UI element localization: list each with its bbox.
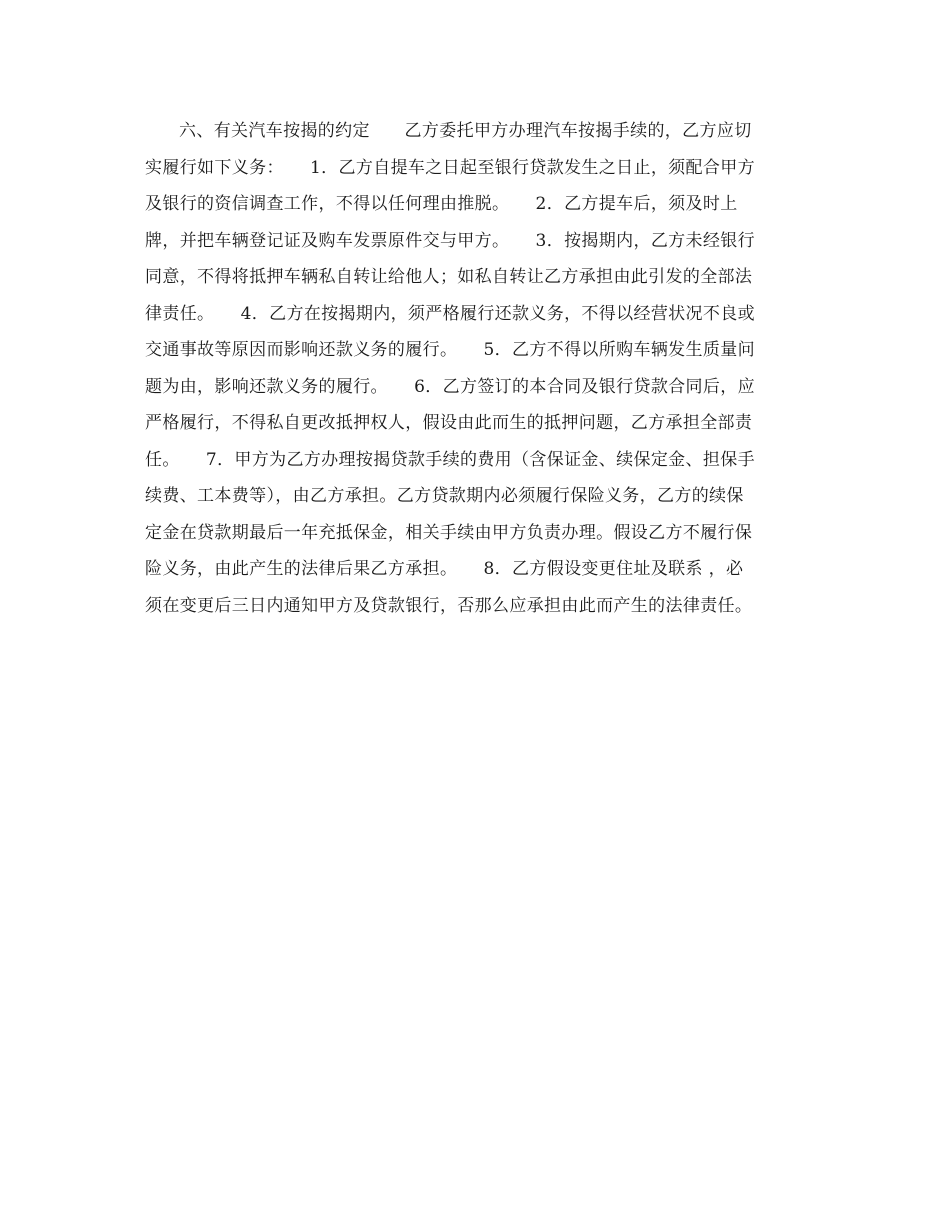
text-line: 定金在贷款期最后一年充抵保金，相关手续由甲方负责办理。假设乙方不履行保	[145, 522, 753, 543]
text-line: 严格履行，不得私自更改抵押权人，假设由此而生的抵押问题，乙方承担全部责	[145, 413, 753, 433]
text-line: 险义务，由此产生的法律后果乙方承担。 8．乙方假设变更住址及联系 ，必	[145, 559, 744, 579]
text-line: 及银行的资信调查工作，不得以任何理由推脱。 2．乙方提车后，须及时上	[145, 194, 738, 214]
text-line: 同意，不得将抵押车辆私自转让给他人；如私自转让乙方承担由此引发的全部法	[145, 267, 753, 287]
text-line: 实履行如下义务： 1．乙方自提车之日起至银行贷款发生之日止，须配合甲方	[145, 157, 755, 178]
text-line: 六、有关汽车按揭的约定 乙方委托甲方办理汽车按揭手续的，乙方应切	[179, 121, 752, 141]
document-body	[145, 113, 810, 624]
text-line: 任。 7．甲方为乙方办理按揭贷款手续的费用（含保证金、续保定金、担保手	[145, 449, 755, 470]
text-line: 续费、工本费等），由乙方承担。乙方贷款期内必须履行保险义务，乙方的续保	[145, 486, 744, 506]
text-line: 交通事故等原因而影响还款义务的履行。 5．乙方不得以所购车辆发生质量问	[145, 340, 755, 360]
text-line: 须在变更后三日内通知甲方及贷款银行，否那么应承担由此而产生的法律责任。	[145, 595, 753, 616]
text-line: 牌，并把车辆登记证及购车发票原件交与甲方。 3．按揭期内，乙方未经银行	[145, 230, 755, 251]
text-line: 题为由，影响还款义务的履行。 6．乙方签订的本合同及银行贷款合同后，应	[145, 376, 755, 397]
text-line: 律责任。 4．乙方在按揭期内，须严格履行还款义务，不得以经营状况不良或	[145, 303, 755, 324]
